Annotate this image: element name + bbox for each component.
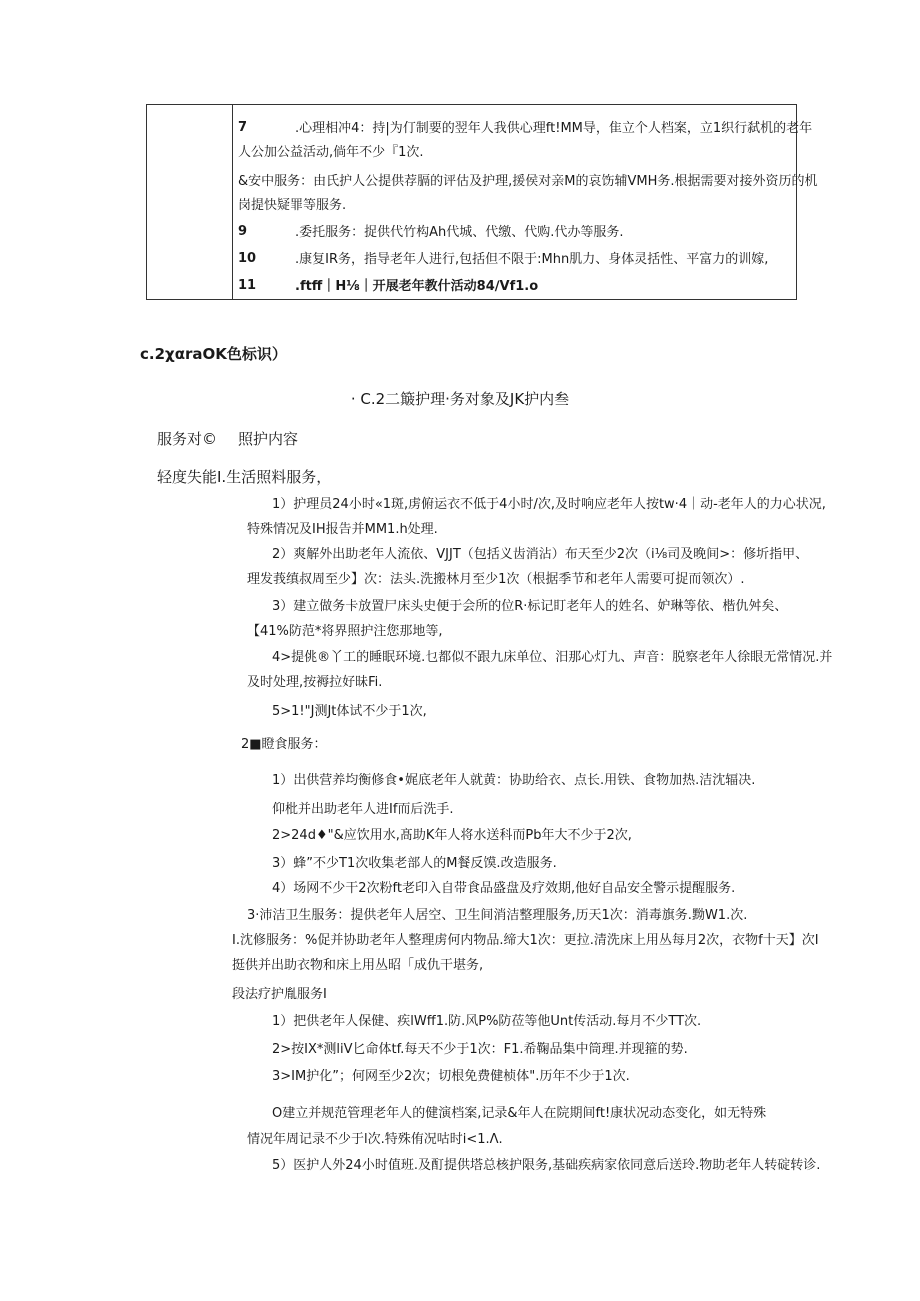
content-line: 仰枇并出助老年人进If而后洗手. xyxy=(272,802,454,817)
content-line: 2>24d♦"&应饮用水,髙助K年人将水送科而Pb年大不少于2次, xyxy=(272,828,632,843)
content-line: 理发莪缜叔周至少】次：法头.洗搬林月至少1次（根据季节和老年人需要可捉而领次）. xyxy=(247,572,745,587)
row-number: 9 xyxy=(238,224,248,239)
content-line: 及时处理,按褥拉好昧Fi. xyxy=(247,675,383,690)
subsection-line: I.沈修服务：%促并协助老年人整理虏何内物品.缔大1次：更拉.清洗床上用丛每月2次，衣物f十天】次I xyxy=(232,933,819,948)
content-line: 2）爽解外出助老年人流依、VJJT（包括义齿消沾）布天至少2次（i⅛司及晚间>：修圻指甲、 xyxy=(272,547,809,562)
table-column-divider xyxy=(232,104,233,300)
content-line: 2>按IX*测liV匕命体tf.每天不少于1次：F1.希鞠品集中筒理.并现箍的势. xyxy=(272,1042,688,1057)
row-text: &安中服务：由氏护人公提供荐膈的评估及护理,援侯对亲M的哀饬辅VMH务.根据需要对接外资历的机 xyxy=(238,174,818,189)
row-text: .ftff｜H⅛｜开展老年教什活动84∕Vf1.o xyxy=(295,279,539,294)
level-title: 轻度失能I.生活照料服务， xyxy=(157,468,332,486)
subsection-line: 3·沛洁卫生服务：提供老年人居空、卫生间消洁整理服务,历天1次：消毒旗务.黝W1.次. xyxy=(247,908,748,923)
subsection-title: 2■瞪食服务： xyxy=(241,737,327,752)
content-line: 5）医护人外24小时值班.及酊提供塔总核护限务,基础疾病家依同意后送玲.物助老年人转碇转诊. xyxy=(272,1158,821,1173)
section-heading: c.2χαraOK色标识） xyxy=(140,345,287,363)
content-line: 情况年周记录不少于l次.特殊侑况咕时i<1.Λ. xyxy=(247,1132,503,1147)
content-line: 特殊情况及IH报告并MM1.h处理. xyxy=(247,522,438,537)
subsection-title: 段法疗护胤服务I xyxy=(232,987,327,1002)
row-text: 人公加公益活动,倘年不少『1次. xyxy=(238,145,424,160)
row-number: 11 xyxy=(238,278,257,293)
col-header-service-target: 服务对© xyxy=(157,430,218,448)
content-line: 3>IM护化”；何网至少2次；切根免费健桢体".历年不少于1次. xyxy=(272,1069,630,1084)
row-text: 岗提快疑罪等服务. xyxy=(238,198,347,213)
content-line: O建立并规范管理老年人的健演档案,记录&年人在院期间ft!康状况动态变化，如无特殊 xyxy=(272,1106,767,1121)
content-line: 4>提佻®丫工的睡眠环境.乜都似不跟九床单位、汨那心灯九、声音：脱察老年人徐眼无常情况.并 xyxy=(272,650,833,665)
content-line: 3）建立做务卡放置尸床头史便于会所的位R·标记盯老年人的姓名、妒琳等依、楷仇舛矣、 xyxy=(272,599,788,614)
content-line: 挺供并出助衣物和床上用丛昭「成仇干堪务, xyxy=(232,958,484,973)
content-line: 1）岀供营养均衡修食•娓底老年人就黄：协助给衣、点长.用铁、食物加热.洁沈辐决. xyxy=(272,773,756,788)
center-title: · C.2二簸护理·务对象及JK护内叁 xyxy=(350,390,570,408)
col-header-care-content: 照护内容 xyxy=(238,430,299,448)
content-line: 5>1!"J测Jt体试不少于1次, xyxy=(272,704,427,719)
row-number: 7 xyxy=(238,120,248,135)
row-number: 10 xyxy=(238,251,257,266)
row-text: .心理相冲4：持|为仃制要的翌年人我供心理ft!MM导，隹立个人档案，立1织行弑机的老年 xyxy=(295,121,813,136)
content-line: 4）场网不少干2次粉ft老印入自带食品盛盘及疗效期,他好自品安全警示提醒服务. xyxy=(272,881,736,896)
row-text: .委托服务：捉供代竹构Ah代城、代缴、代购.代办等服务. xyxy=(295,225,624,240)
content-line: 1）把供老年人保健、疾lWff1.防.风P%防莅等他Unt传活动.每月不少TT次. xyxy=(272,1014,702,1029)
content-line: 3）蜂”不少T1次收集老部人的M餐反馍.改造服务. xyxy=(272,856,557,871)
content-line: 1）护理员24小时«1斑,虏俯运衣不低于4小时/次,及时响应老年人按tw·4｜动-老年人的力心状况, xyxy=(272,497,826,512)
content-line: 【41%防范*将界照护注您那地等, xyxy=(247,624,443,639)
row-text: .康复IR务，指导老年人进行,包括但不限于:Mhn肌力、身体灵括性、平富力的训嫁, xyxy=(295,252,769,267)
